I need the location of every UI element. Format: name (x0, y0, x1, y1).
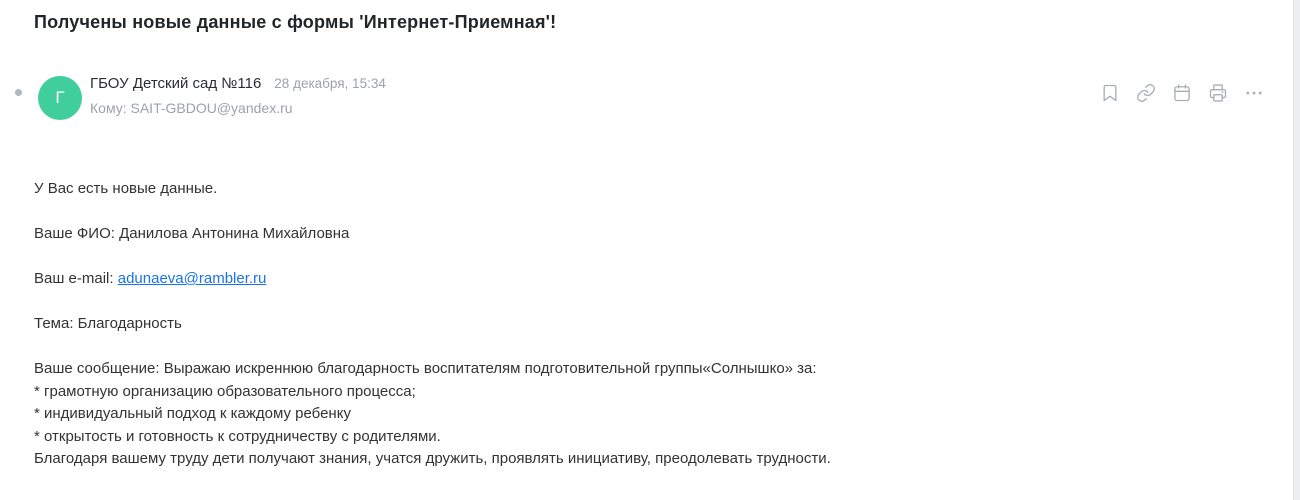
more-icon[interactable] (1244, 83, 1264, 103)
sender-avatar-initial: Г (55, 88, 65, 107)
body-fio-line: Ваше ФИО: Данилова Антонина Михайловна (34, 225, 350, 242)
body-message-block (34, 358, 1184, 471)
printer-icon[interactable] (1208, 83, 1228, 103)
recipient-line[interactable]: Кому: SAIT-GBDOU@yandex.ru (90, 100, 293, 116)
message-toolbar (1100, 83, 1264, 103)
message-line: Благодаря вашему труду дети получают знания, учатся дружить, проявлять инициативу, преодолевать трудности. (34, 450, 831, 467)
email-label: Ваш e-mail: (34, 270, 114, 287)
message-body (34, 178, 1184, 471)
sender-avatar[interactable] (38, 76, 82, 120)
message-line: * открытость и готовность к сотрудничеству с родителями. (34, 427, 441, 445)
unread-dot (15, 89, 22, 96)
link-icon[interactable] (1136, 83, 1156, 103)
body-email-line (34, 268, 1184, 291)
message-subject: Получены новые данные с формы 'Интернет-Приемная'! (34, 12, 557, 32)
message-line: * грамотную организацию образовательного процесса; (34, 382, 416, 400)
email-link[interactable]: adunaeva@rambler.ru (117, 270, 267, 287)
message-meta (90, 75, 386, 116)
scrollbar-track[interactable] (1293, 0, 1300, 500)
body-intro-line: У Вас есть новые данные. (34, 180, 218, 197)
message-line: * индивидуальный подход к каждому ребенку (34, 405, 351, 422)
calendar-icon[interactable] (1172, 83, 1192, 103)
bookmark-icon[interactable] (1100, 83, 1120, 103)
body-subject-line: Тема: Благодарность (34, 315, 182, 332)
sender-name[interactable]: ГБОУ Детский сад №116 (90, 75, 262, 92)
message-line: Ваше сообщение: Выражаю искреннюю благодарность воспитателям подготовительной группы«Солнышко» за: (34, 360, 817, 377)
message-date: 28 декабря, 15:34 (274, 76, 386, 91)
